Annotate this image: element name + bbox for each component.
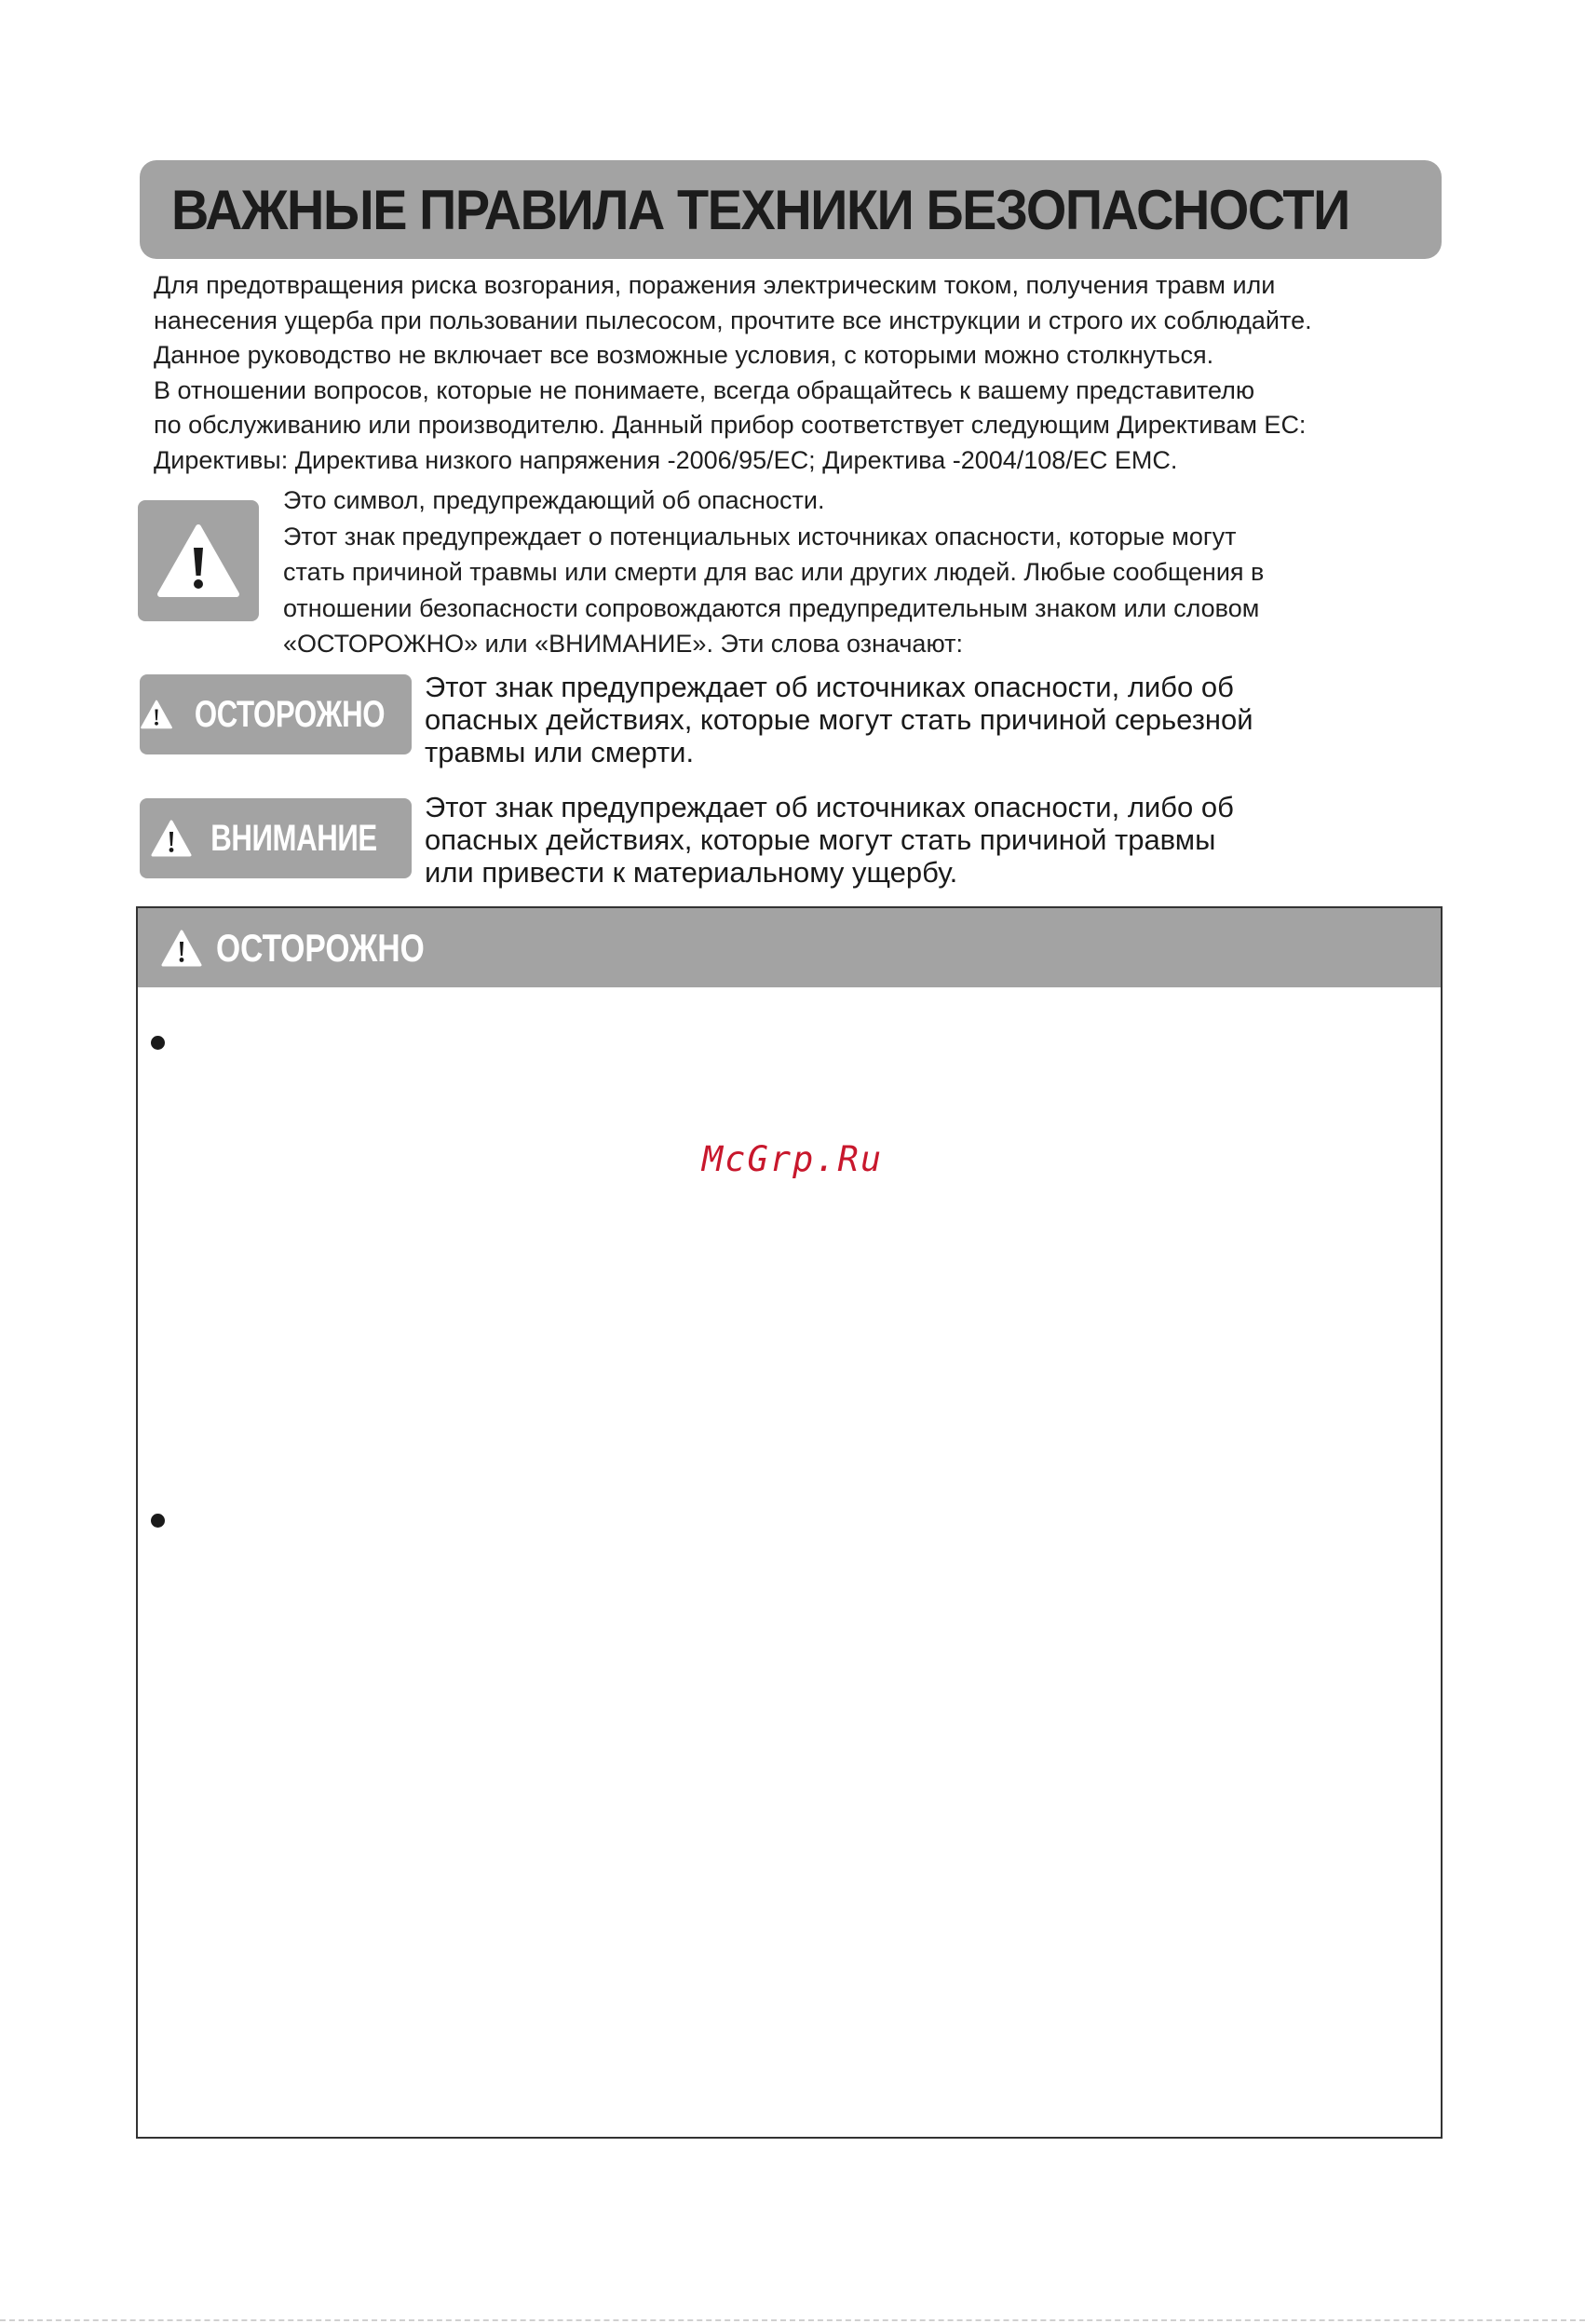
- bullet-icon: [151, 1514, 165, 1528]
- warning-triangle-icon: [150, 819, 193, 858]
- bullet-icon: [151, 1036, 165, 1050]
- symbol-line: Этот знак предупреждает о потенциальных источниках опасности, которые могут: [283, 522, 1237, 550]
- warning-triangle-icon: [140, 695, 173, 734]
- signal-line: травмы или смерти.: [425, 736, 695, 768]
- warning-box-title: ОСТОРОЖНО: [216, 925, 425, 970]
- warning-description: [425, 671, 1449, 768]
- symbol-line: «ОСТОРОЖНО» или «ВНИМАНИЕ». Эти слова означают:: [283, 630, 963, 658]
- warning-symbol-box: [138, 500, 259, 621]
- intro-line: Для предотвращения риска возгорания, поражения электрическим током, получения травм или: [154, 271, 1276, 299]
- intro-line: В отношении вопросов, которые не понимаете, всегда обращайтесь к вашему представителю: [154, 375, 1255, 404]
- symbol-line: отношении безопасности сопровождаются предупредительным знаком или словом: [283, 593, 1260, 622]
- signal-line: опасных действиях, которые могут стать причиной травмы: [425, 823, 1216, 856]
- warning-badge-label: ОСТОРОЖНО: [194, 693, 386, 735]
- page-title: ВАЖНЫЕ ПРАВИЛА ТЕХНИКИ БЕЗОПАСНОСТИ: [171, 178, 1349, 241]
- signal-line: опасных действиях, которые могут стать причиной серьезной: [425, 703, 1253, 736]
- warning-symbol-description: [283, 482, 1447, 662]
- caution-badge: [140, 798, 412, 878]
- page-bottom-rule: [0, 2319, 1585, 2321]
- warning-box: [136, 906, 1443, 2139]
- signal-line: Этот знак предупреждает об источниках опасности, либо об: [425, 671, 1234, 703]
- symbol-line: Это символ, предупреждающий об опасности.: [283, 486, 825, 514]
- intro-line: по обслуживанию или производителю. Данный прибор соответствует следующим Директивам ЕС:: [154, 411, 1307, 439]
- signal-line: или привести к материальному ущербу.: [425, 856, 958, 889]
- intro-paragraph: [154, 268, 1457, 478]
- signal-line: Этот знак предупреждает об источниках опасности, либо об: [425, 791, 1234, 823]
- title-banner: [140, 160, 1442, 259]
- warning-triangle-icon: [156, 522, 241, 600]
- caution-badge-label: ВНИМАНИЕ: [210, 817, 378, 859]
- intro-line: Данное руководство не включает все возможные условия, с которыми можно столкнуться.: [154, 341, 1214, 369]
- caution-description: [425, 791, 1449, 889]
- intro-line: Директивы: Директива низкого напряжения -2006/95/EC; Директива -2004/108/EC EMC.: [154, 445, 1178, 474]
- warning-badge: [140, 674, 412, 754]
- symbol-line: стать причиной травмы или смерти для вас или других людей. Любые сообщения в: [283, 558, 1265, 586]
- warning-triangle-icon: [160, 929, 203, 968]
- warning-box-header: [138, 908, 1441, 987]
- watermark: McGrp.Ru: [701, 1139, 884, 1179]
- intro-line: нанесения ущерба при пользовании пылесосом, прочтите все инструкции и строго их соблюдайте.: [154, 306, 1312, 334]
